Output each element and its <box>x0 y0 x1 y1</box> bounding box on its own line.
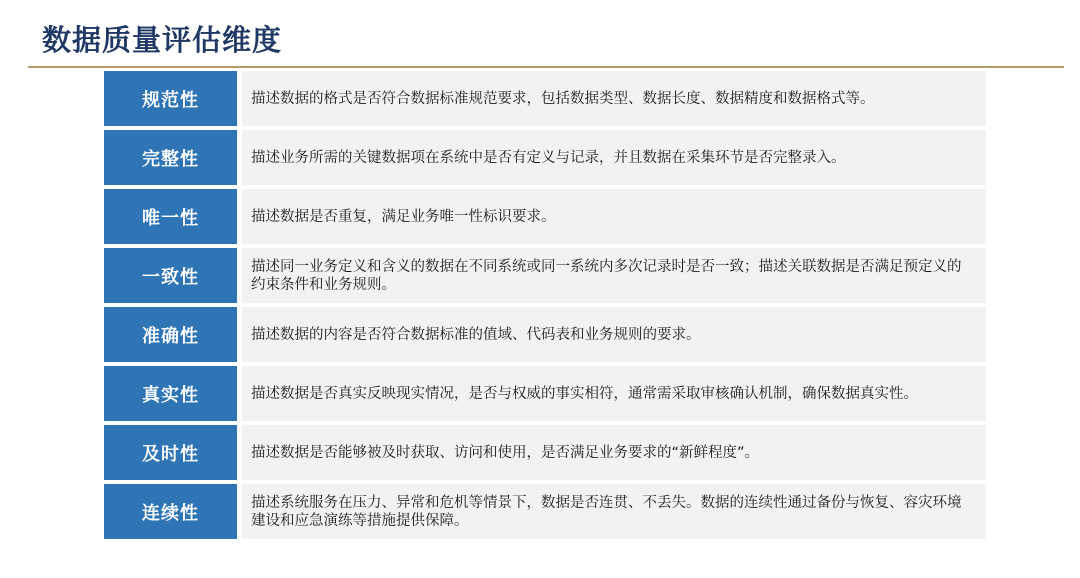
dimension-row-continuity <box>104 484 986 539</box>
page-title: 数据质量评估维度 <box>42 23 283 57</box>
dimension-row-authenticity <box>104 366 986 421</box>
dimension-name: 连续性 <box>104 484 237 539</box>
dimension-row-accuracy <box>104 307 986 362</box>
dimension-name: 唯一性 <box>104 189 237 244</box>
dimension-description: 描述同一业务定义和含义的数据在不同系统或同一系统内多次记录时是否一致；描述关联数据是否满足预定义的约束条件和业务规则。 <box>242 248 986 303</box>
dimension-name: 真实性 <box>104 366 237 421</box>
dimension-row-timeliness <box>104 425 986 480</box>
dimension-description: 描述业务所需的关键数据项在系统中是否有定义与记录，并且数据在采集环节是否完整录入。 <box>242 130 986 185</box>
dimension-description: 描述数据是否重复，满足业务唯一性标识要求。 <box>242 189 986 244</box>
dimension-description: 描述数据的格式是否符合数据标准规范要求，包括数据类型、数据长度、数据精度和数据格式等。 <box>242 71 986 126</box>
title-divider <box>28 66 1064 68</box>
dimension-name: 规范性 <box>104 71 237 126</box>
dimension-description: 描述数据的内容是否符合数据标准的值域、代码表和业务规则的要求。 <box>242 307 986 362</box>
dimension-name: 一致性 <box>104 248 237 303</box>
dimension-row-uniqueness <box>104 189 986 244</box>
dimension-description: 描述系统服务在压力、异常和危机等情景下，数据是否连贯、不丢失。数据的连续性通过备份与恢复、容灾环境建设和应急演练等措施提供保障。 <box>242 484 986 539</box>
dimension-name: 及时性 <box>104 425 237 480</box>
dimension-name: 完整性 <box>104 130 237 185</box>
dimension-row-completeness <box>104 130 986 185</box>
dimension-row-consistency <box>104 248 986 303</box>
dimension-description: 描述数据是否真实反映现实情况，是否与权威的事实相符，通常需采取审核确认机制，确保数据真实性。 <box>242 366 986 421</box>
dimension-table <box>104 71 986 543</box>
dimension-row-standardization <box>104 71 986 126</box>
dimension-description: 描述数据是否能够被及时获取、访问和使用，是否满足业务要求的“新鲜程度”。 <box>242 425 986 480</box>
dimension-name: 准确性 <box>104 307 237 362</box>
